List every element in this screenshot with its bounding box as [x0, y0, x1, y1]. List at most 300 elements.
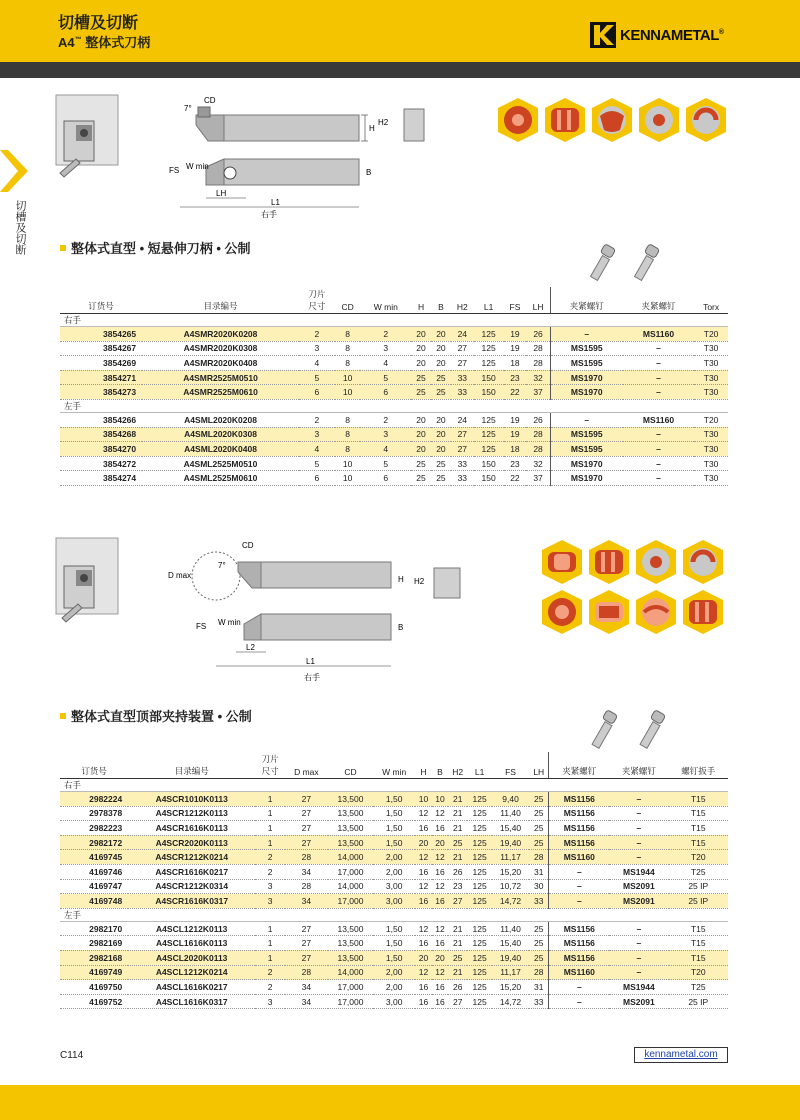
cell-cd: 8 [335, 341, 361, 356]
group-row [60, 779, 728, 792]
cell-cd: 13,500 [328, 806, 373, 821]
diag2-cd-label: CD [242, 541, 254, 550]
logo-word: KENNAMETAL [620, 26, 719, 44]
cell-lh: 25 [529, 835, 549, 850]
cell-l1: 125 [474, 427, 504, 442]
cell-cat: A4SCR2020K0113 [128, 835, 255, 850]
cell-lh: 25 [529, 806, 549, 821]
cell-fs: 23 [504, 370, 527, 385]
subtitle-rest: 整体式刀柄 [81, 35, 151, 50]
cell-s2: – [609, 965, 668, 980]
cell-cat: A4SCR1010K0113 [128, 792, 255, 807]
cell-s1: – [549, 980, 609, 995]
cell-w: 1,50 [373, 835, 415, 850]
cell-cat: A4SML2020K0308 [142, 427, 299, 442]
cell-h2: 21 [448, 921, 467, 936]
cell-cd: 8 [335, 427, 361, 442]
cell-l1: 125 [467, 921, 492, 936]
cell-fs: 23 [504, 456, 527, 471]
cell-cd: 8 [335, 412, 361, 427]
cell-cat: A4SCR1616K0217 [128, 864, 255, 879]
column-header: L1 [467, 752, 492, 779]
cell-t: T30 [694, 370, 728, 385]
insert-hex-icon [686, 98, 726, 142]
cell-t: T15 [669, 835, 728, 850]
cell-b: 25 [431, 471, 451, 486]
cell-h: 10 [415, 792, 432, 807]
cell-l1: 125 [467, 965, 492, 980]
cell-t: T30 [694, 356, 728, 371]
cell-s2: MS2091 [609, 894, 668, 909]
cell-size: 3 [255, 879, 285, 894]
group-label: 右手 [60, 314, 728, 327]
cell-lh: 32 [526, 456, 550, 471]
cell-cd: 17,000 [328, 994, 373, 1009]
cell-cat: A4SCR1212K0214 [128, 850, 255, 865]
cell-s2: – [623, 370, 694, 385]
toolholder-diagram-2 [56, 538, 476, 688]
table-row [60, 894, 728, 909]
cell-h2: 25 [448, 835, 467, 850]
cell-b: 20 [432, 835, 449, 850]
spec-table-2 [60, 752, 728, 1009]
section-marker-icon [60, 713, 66, 719]
cell-t: T15 [669, 792, 728, 807]
diag2-l1-label: L1 [306, 657, 315, 666]
cell-lh: 28 [526, 341, 550, 356]
cell-dmax: 28 [285, 965, 328, 980]
column-header: 夹紧螺钉 [623, 287, 694, 314]
table-row [60, 792, 728, 807]
cell-s1: MS1970 [550, 370, 623, 385]
cell-cd: 17,000 [328, 864, 373, 879]
table-row [60, 427, 728, 442]
cell-order: 4169750 [60, 980, 128, 995]
cell-fs: 11,40 [492, 921, 529, 936]
cell-s2: – [609, 921, 668, 936]
cell-s2: – [623, 442, 694, 457]
cell-fs: 19 [504, 427, 527, 442]
cell-t: T15 [669, 950, 728, 965]
insert-geometry-icons-1 [496, 96, 728, 146]
cell-dmax: 27 [285, 936, 328, 951]
cell-h: 20 [415, 835, 432, 850]
cell-order: 2982169 [60, 936, 128, 951]
cell-fs: 19 [504, 412, 527, 427]
kennametal-logo [590, 22, 724, 48]
column-header: 目录编号 [142, 287, 299, 314]
cell-t: 25 IP [669, 894, 728, 909]
column-header: CD [328, 752, 373, 779]
cell-w: 6 [360, 385, 411, 400]
cell-t: T30 [694, 471, 728, 486]
cell-s2: MS1944 [609, 864, 668, 879]
cell-cat: A4SCR1616K0113 [128, 821, 255, 836]
cell-lh: 28 [529, 850, 549, 865]
cell-dmax: 27 [285, 821, 328, 836]
diag1-cd-label: CD [204, 96, 216, 105]
logo-k-icon [590, 22, 616, 48]
cell-lh: 25 [529, 821, 549, 836]
cell-t: T20 [694, 327, 728, 342]
cell-h: 16 [415, 936, 432, 951]
cell-order: 3854273 [60, 385, 142, 400]
cell-order: 4169752 [60, 994, 128, 1009]
cell-lh: 28 [526, 356, 550, 371]
cell-s1: MS1595 [550, 442, 623, 457]
cell-h: 12 [415, 965, 432, 980]
cell-h: 20 [411, 341, 431, 356]
diag1-lh-label: LH [216, 189, 227, 198]
column-header: L1 [474, 287, 504, 314]
header-title: 切槽及切断 [58, 15, 139, 32]
diag1-wmin-label: W min [186, 162, 209, 171]
cell-lh: 32 [526, 370, 550, 385]
cell-l1: 125 [474, 412, 504, 427]
table-row [60, 835, 728, 850]
cell-h2: 33 [451, 471, 474, 486]
cell-fs: 9,40 [492, 792, 529, 807]
cell-b: 20 [431, 356, 451, 371]
page-number: C114 [60, 1050, 84, 1061]
clamp-screw-icon [640, 710, 666, 749]
cell-t: T30 [694, 341, 728, 356]
cell-cat: A4SCL1616K0317 [128, 994, 255, 1009]
cell-order: 3854274 [60, 471, 142, 486]
cell-h2: 27 [448, 894, 467, 909]
cell-s2: – [609, 792, 668, 807]
cell-b: 20 [431, 412, 451, 427]
cell-cd: 14,000 [328, 850, 373, 865]
cell-b: 16 [432, 980, 449, 995]
section2-title [60, 706, 252, 725]
cell-s1: MS1156 [549, 921, 609, 936]
logo-reg: ® [718, 28, 724, 36]
cell-cat: A4SCL1212K0214 [128, 965, 255, 980]
column-header: D max [285, 752, 328, 779]
logo-text [620, 27, 724, 44]
table-row [60, 965, 728, 980]
cell-t: T30 [694, 385, 728, 400]
subtitle-prefix: A4 [58, 35, 75, 50]
page-header [0, 0, 800, 62]
diag2-wmin-label: W min [218, 618, 241, 627]
cell-s2: – [609, 950, 668, 965]
cell-t: T15 [669, 806, 728, 821]
cell-fs: 10,72 [492, 879, 529, 894]
cell-b: 25 [431, 456, 451, 471]
cell-dmax: 34 [285, 994, 328, 1009]
cell-s2: – [609, 806, 668, 821]
cell-cd: 8 [335, 442, 361, 457]
column-header: H2 [448, 752, 467, 779]
cell-size: 1 [255, 821, 285, 836]
cell-h: 12 [415, 921, 432, 936]
cell-lh: 28 [526, 442, 550, 457]
cell-s1: MS1156 [549, 806, 609, 821]
side-tab-chevron-icon [0, 150, 30, 192]
cell-size: 3 [299, 427, 335, 442]
cell-s1: MS1156 [549, 950, 609, 965]
cell-cat: A4SCL1212K0113 [128, 921, 255, 936]
cell-s2: – [609, 850, 668, 865]
cell-s2: – [609, 835, 668, 850]
cell-size: 1 [255, 806, 285, 821]
cell-w: 1,50 [373, 936, 415, 951]
cell-b: 12 [432, 806, 449, 821]
cell-l1: 125 [467, 792, 492, 807]
cell-l1: 150 [474, 471, 504, 486]
cell-w: 1,50 [373, 950, 415, 965]
cell-lh: 25 [529, 792, 549, 807]
cell-w: 5 [360, 370, 411, 385]
cell-cd: 13,500 [328, 835, 373, 850]
cell-fs: 22 [504, 471, 527, 486]
cell-order: 3854267 [60, 341, 142, 356]
cell-order: 4169747 [60, 879, 128, 894]
cell-h2: 21 [448, 792, 467, 807]
cell-t: T25 [669, 980, 728, 995]
cell-order: 2978378 [60, 806, 128, 821]
cell-lh: 31 [529, 980, 549, 995]
cell-cat: A4SCL1616K0113 [128, 936, 255, 951]
diag2-l2-label: L2 [246, 643, 255, 652]
cell-order: 3854266 [60, 412, 142, 427]
cell-fs: 14,72 [492, 994, 529, 1009]
cell-lh: 31 [529, 864, 549, 879]
column-header: LH [529, 752, 549, 779]
cell-h2: 27 [451, 442, 474, 457]
table-row [60, 821, 728, 836]
toolholder-diagram-1 [56, 95, 389, 220]
cell-h: 20 [411, 356, 431, 371]
cell-lh: 25 [529, 936, 549, 951]
cell-t: T30 [694, 442, 728, 457]
cell-h2: 33 [451, 456, 474, 471]
cell-size: 2 [255, 850, 285, 865]
cell-s2: – [609, 936, 668, 951]
column-header: 刀片 尺寸 [255, 752, 285, 779]
cell-s1: MS1156 [549, 835, 609, 850]
cell-lh: 33 [529, 894, 549, 909]
cell-size: 1 [255, 921, 285, 936]
cell-lh: 33 [529, 994, 549, 1009]
cell-w: 2 [360, 412, 411, 427]
cell-s1: MS1156 [549, 936, 609, 951]
cell-l1: 125 [467, 806, 492, 821]
cell-h: 12 [415, 879, 432, 894]
cell-w: 3,00 [373, 994, 415, 1009]
insert-hex-icon [589, 590, 629, 634]
cell-h: 20 [411, 427, 431, 442]
cell-h: 16 [415, 864, 432, 879]
cell-dmax: 34 [285, 894, 328, 909]
insert-hex-icon [498, 98, 538, 142]
cell-l1: 125 [474, 327, 504, 342]
cell-s1: MS1160 [549, 965, 609, 980]
group-row [60, 908, 728, 921]
cell-h2: 26 [448, 864, 467, 879]
cell-cat: A4SML2020K0408 [142, 442, 299, 457]
cell-cd: 13,500 [328, 821, 373, 836]
cell-l1: 125 [467, 994, 492, 1009]
cell-fs: 18 [504, 356, 527, 371]
cell-w: 4 [360, 442, 411, 457]
cell-cat: A4SML2525M0510 [142, 456, 299, 471]
cell-order: 3854268 [60, 427, 142, 442]
cell-cat: A4SMR2020K0408 [142, 356, 299, 371]
cell-h2: 26 [448, 980, 467, 995]
cell-cat: A4SMR2020K0308 [142, 341, 299, 356]
cell-h: 12 [415, 850, 432, 865]
cell-order: 4169748 [60, 894, 128, 909]
cell-lh: 25 [529, 921, 549, 936]
cell-b: 12 [432, 879, 449, 894]
column-header: B [431, 287, 451, 314]
cell-size: 3 [255, 894, 285, 909]
group-label: 左手 [60, 399, 728, 412]
cell-cd: 10 [335, 385, 361, 400]
cell-dmax: 27 [285, 835, 328, 850]
cell-size: 2 [299, 327, 335, 342]
insert-hex-icon [545, 98, 585, 142]
cell-l1: 125 [467, 850, 492, 865]
cell-b: 16 [432, 994, 449, 1009]
clamp-screw-icon [635, 244, 660, 281]
cell-h2: 33 [451, 370, 474, 385]
diag1-b-label: B [366, 168, 372, 177]
table-row [60, 442, 728, 457]
cell-fs: 11,17 [492, 965, 529, 980]
cell-h2: 23 [448, 879, 467, 894]
column-header: 订货号 [60, 287, 142, 314]
cell-h2: 24 [451, 327, 474, 342]
table-row [60, 850, 728, 865]
table2-body [60, 779, 728, 1009]
cell-b: 10 [432, 792, 449, 807]
cell-l1: 125 [474, 442, 504, 457]
cell-order: 4169745 [60, 850, 128, 865]
column-header: 夹紧螺钉 [550, 287, 623, 314]
cell-dmax: 28 [285, 850, 328, 865]
cell-size: 2 [255, 965, 285, 980]
cell-h2: 21 [448, 850, 467, 865]
cell-cd: 14,000 [328, 965, 373, 980]
table-row [60, 806, 728, 821]
diag2-hand-label: 右手 [304, 673, 320, 682]
cell-w: 3,00 [373, 879, 415, 894]
column-header: 刀片 尺寸 [299, 287, 335, 314]
cell-h: 16 [415, 894, 432, 909]
section1-title-text: 整体式直型 • 短悬伸刀柄 • 公制 [71, 241, 251, 256]
cell-s1: MS1970 [550, 456, 623, 471]
subtitle-tm: ™ [74, 36, 82, 44]
diag2-fs-label: FS [196, 622, 207, 631]
screw-icons-1 [590, 244, 670, 284]
cell-size: 6 [299, 471, 335, 486]
cell-w: 3,00 [373, 894, 415, 909]
cell-l1: 150 [474, 456, 504, 471]
cell-order: 4169746 [60, 864, 128, 879]
cell-order: 2982224 [60, 792, 128, 807]
cell-h: 25 [411, 370, 431, 385]
cell-cd: 17,000 [328, 980, 373, 995]
table-row [60, 327, 728, 342]
cell-h2: 21 [448, 965, 467, 980]
cell-dmax: 34 [285, 980, 328, 995]
cell-lh: 30 [529, 879, 549, 894]
cell-cat: A4SCR1616K0317 [128, 894, 255, 909]
clamp-screw-icon [591, 244, 616, 281]
cell-fs: 11,40 [492, 806, 529, 821]
cell-size: 2 [299, 412, 335, 427]
cell-b: 16 [432, 894, 449, 909]
diag1-h-label: H [369, 124, 375, 133]
column-header: 螺钉扳手 [669, 752, 728, 779]
cell-w: 2,00 [373, 980, 415, 995]
cell-cat: A4SCR1212K0113 [128, 806, 255, 821]
cell-cat: A4SMR2525M0610 [142, 385, 299, 400]
cell-t: T15 [669, 936, 728, 951]
cell-w: 4 [360, 356, 411, 371]
cell-order: 3854272 [60, 456, 142, 471]
cell-t: 25 IP [669, 994, 728, 1009]
cell-dmax: 27 [285, 806, 328, 821]
group-row [60, 399, 728, 412]
cell-t: T20 [669, 850, 728, 865]
group-label: 左手 [60, 908, 728, 921]
cell-order: 3854269 [60, 356, 142, 371]
cell-s2: MS1944 [609, 980, 668, 995]
cell-l1: 125 [467, 879, 492, 894]
table-row [60, 864, 728, 879]
cell-s1: – [549, 864, 609, 879]
cell-order: 2982170 [60, 921, 128, 936]
side-tab-label: 切槽及切断 [14, 200, 26, 255]
cell-h2: 21 [448, 936, 467, 951]
cell-t: T20 [669, 965, 728, 980]
cell-size: 1 [255, 950, 285, 965]
cell-w: 1,50 [373, 806, 415, 821]
cell-fs: 19 [504, 341, 527, 356]
table-row [60, 936, 728, 951]
diag2-b-label: B [398, 623, 404, 632]
cell-b: 12 [432, 965, 449, 980]
cell-cd: 14,000 [328, 879, 373, 894]
cell-l1: 125 [467, 950, 492, 965]
cell-s2: – [623, 456, 694, 471]
column-header: 夹紧螺钉 [609, 752, 668, 779]
cell-s1: MS1970 [550, 385, 623, 400]
cell-s2: – [623, 385, 694, 400]
cell-h2: 27 [451, 341, 474, 356]
cell-t: T15 [669, 821, 728, 836]
cell-s1: MS1595 [550, 427, 623, 442]
cell-size: 5 [299, 456, 335, 471]
header-band [0, 62, 800, 78]
cell-lh: 28 [526, 427, 550, 442]
diag1-fs-label: FS [169, 166, 180, 175]
cell-s2: – [623, 356, 694, 371]
cell-cd: 13,500 [328, 921, 373, 936]
cell-t: 25 IP [669, 879, 728, 894]
cell-fs: 14,72 [492, 894, 529, 909]
website-link[interactable]: kennametal.com [634, 1047, 728, 1063]
column-header: 订货号 [60, 752, 128, 779]
cell-h2: 25 [448, 950, 467, 965]
cell-b: 16 [432, 936, 449, 951]
column-header: FS [504, 287, 527, 314]
